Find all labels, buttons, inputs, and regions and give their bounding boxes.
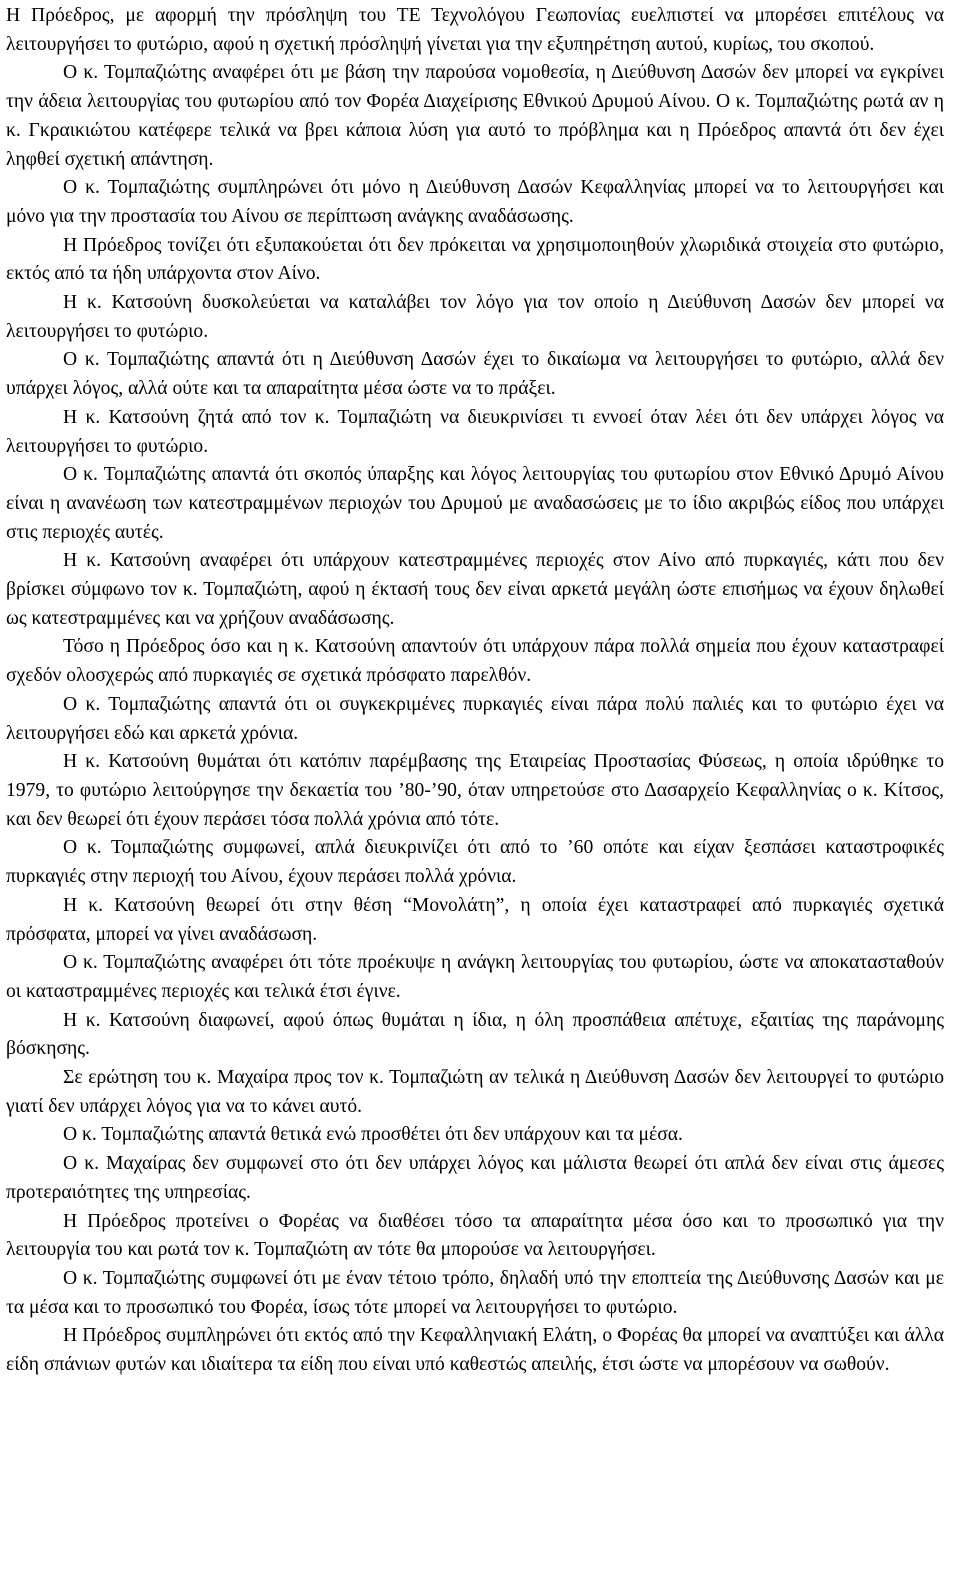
paragraph: Η Πρόεδρος τονίζει ότι εξυπακούεται ότι δεν πρόκειται να χρησιμοποιηθούν χλωριδικά στοιχεία στο φυτώριο, εκτός από τα ήδη υπάρχοντα στον Αίνο. — [6, 234, 944, 285]
paragraph: Ο κ. Τομπαζιώτης απαντά ότι σκοπός ύπαρξης και λόγος λειτουργίας του φυτωρίου στον Εθνικό Δρυμό Αίνου είναι η ανανέωση των κατεστραμμένων περιοχών του Δρυμού με αναδασώσεις με το ίδιο ακριβώς είδος που υπάρχει στις περιοχές αυτές. — [6, 464, 944, 543]
paragraph: Ο κ. Τομπαζιώτης απαντά θετικά ενώ προσθέτει ότι δεν υπάρχουν και τα μέσα. — [63, 1124, 683, 1146]
paragraph: Σε ερώτηση του κ. Μαχαίρα προς τον κ. Τομπαζιώτη αν τελικά η Διεύθυνση Δασών δεν λειτουργεί το φυτώριο γιατί δεν υπάρχει λόγος για να το κάνει αυτό. — [6, 1067, 944, 1117]
paragraph: Ο κ. Τομπαζιώτης αναφέρει ότι τότε προέκυψε η ανάγκη λειτουργίας του φυτωρίου, ώστε να αποκατασταθούν οι καταστραμμένες περιοχές και τελικά έτσι έγινε. — [6, 952, 944, 1002]
paragraph: Ο κ. Τομπαζιώτης συμπληρώνει ότι μόνο η Διεύθυνση Δασών Κεφαλληνίας μπορεί να το λειτουργήσει και μόνο για την προστασία του Αίνου σε περίπτωση ανάγκης αναδάσωσης. — [6, 177, 944, 227]
paragraph: Ο κ. Τομπαζιώτης αναφέρει ότι με βάση την παρούσα νομοθεσία, η Διεύθυνση Δασών δεν μπορεί να εγκρίνει την άδεια λειτουργίας του φυτωρίου από τον Φορέα Διαχείρισης Εθνικού Δρυμού Αίνου. Ο κ. Τομπαζιώτης ρωτά αν η κ. Γκραικιώτου κατέφερε τελικά να βρει κάποια λύση για αυτό το πρόβλημα και η Πρόεδρος απαντά ότι δεν έχει ληφθεί σχετική απάντηση. — [6, 62, 944, 170]
paragraph: Ο κ. Τομπαζιώτης συμφωνεί, απλά διευκρινίζει ότι από το ’60 οπότε και είχαν ξεσπάσει καταστροφικές πυρκαγιές στην περιοχή του Αίνου, έχουν περάσει πολλά χρόνια. — [6, 837, 944, 888]
paragraph: Η Πρόεδρος προτείνει ο Φορέας να διαθέσει τόσο τα απαραίτητα μέσα όσο και το προσωπικό για την λειτουργία του και ρωτά τον κ. Τομπαζιώτη αν τότε θα μπορούσε να λειτουργήσει. — [6, 1210, 944, 1261]
paragraph: Η κ. Κατσούνη αναφέρει ότι υπάρχουν κατεστραμμένες περιοχές στον Αίνο από πυρκαγιές, κάτι που δεν βρίσκει σύμφωνο τον κ. Τομπαζιώτη, αφού η έκτασή τους δεν είναι αρκετά μεγάλη ώστε επισήμως να έχουν δηλωθεί ως κατεστραμμένες και να χρήζουν αναδάσωσης. — [6, 550, 944, 629]
paragraph: Η Πρόεδρος συμπληρώνει ότι εκτός από την Κεφαλληνιακή Ελάτη, ο Φορέας θα μπορεί να αναπτύξει και άλλα είδη σπάνιων φυτών και ιδιαίτερα τα είδη που είναι υπό καθεστώς απειλής, έτσι ώστε να μπορέσουν να σωθούν. — [6, 1325, 944, 1376]
paragraph: Η κ. Κατσούνη θυμάται ότι κατόπιν παρέμβασης της Εταιρείας Προστασίας Φύσεως, η οποία ιδρύθηκε το 1979, το φυτώριο λειτούργησε την δεκαετία του ’80-’90, όταν υπηρετούσε στο Δασαρχείο Κεφαλληνίας ο κ. Κίτσος, και δεν θεωρεί ότι έχουν περάσει τόσα πολλά χρόνια από τότε. — [6, 751, 944, 830]
paragraph: Η κ. Κατσούνη δυσκολεύεται να καταλάβει τον λόγο για τον οποίο η Διεύθυνση Δασών δεν μπορεί να λειτουργήσει το φυτώριο. — [6, 292, 944, 342]
paragraph: Η κ. Κατσούνη ζητά από τον κ. Τομπαζιώτη να διευκρινίσει τι εννοεί όταν λέει ότι δεν υπάρχει λόγος να λειτουργήσει το φυτώριο. — [6, 406, 944, 457]
paragraph: Η κ. Κατσούνη διαφωνεί, αφού όπως θυμάται η ίδια, η όλη προσπάθεια απέτυχε, εξαιτίας της παράνομης βόσκησης. — [6, 1009, 944, 1060]
paragraph: Ο κ. Μαχαίρας δεν συμφωνεί στο ότι δεν υπάρχει λόγος και μάλιστα θεωρεί ότι απλά δεν είναι στις άμεσες προτεραιότητες της υπηρεσίας. — [6, 1153, 944, 1203]
paragraph: Η Πρόεδρος, με αφορμή την πρόσληψη του ΤΕ Τεχνολόγου Γεωπονίας ευελπιστεί να μπορέσει επιτέλους να λειτουργήσει το φυτώριο, αφού η σχετική πρόσληψή γίνεται για την εξυπηρέτηση αυτού, κυρίως, του σκοπού. — [6, 5, 944, 55]
paragraph: Ο κ. Τομπαζιώτης συμφωνεί ότι με έναν τέτοιο τρόπο, δηλαδή υπό την εποπτεία της Διεύθυνσης Δασών και με τα μέσα και το προσωπικό του Φορέα, ίσως τότε μπορεί να λειτουργήσει το φυτώριο. — [6, 1267, 944, 1318]
paragraph: Ο κ. Τομπαζιώτης απαντά ότι οι συγκεκριμένες πυρκαγιές είναι πάρα πολύ παλιές και το φυτώριο έχει να λειτουργήσει εδώ και αρκετά χρόνια. — [6, 693, 944, 744]
paragraph: Η κ. Κατσούνη θεωρεί ότι στην θέση “Μονολάτη”, η οποία έχει καταστραφεί από πυρκαγιές σχετικά πρόσφατα, μπορεί να γίνει αναδάσωση. — [6, 894, 944, 945]
paragraph: Τόσο η Πρόεδρος όσο και η κ. Κατσούνη απαντούν ότι υπάρχουν πάρα πολλά σημεία που έχουν καταστραφεί σχεδόν ολοσχερώς από πυρκαγιές σε σχετικά πρόσφατο παρελθόν. — [6, 636, 944, 687]
paragraph: Ο κ. Τομπαζιώτης απαντά ότι η Διεύθυνση Δασών έχει το δικαίωμα να λειτουργήσει το φυτώριο, αλλά δεν υπάρχει λόγος, αλλά ούτε και τα απαραίτητα μέσα ώστε να το πράξει. — [6, 349, 944, 400]
